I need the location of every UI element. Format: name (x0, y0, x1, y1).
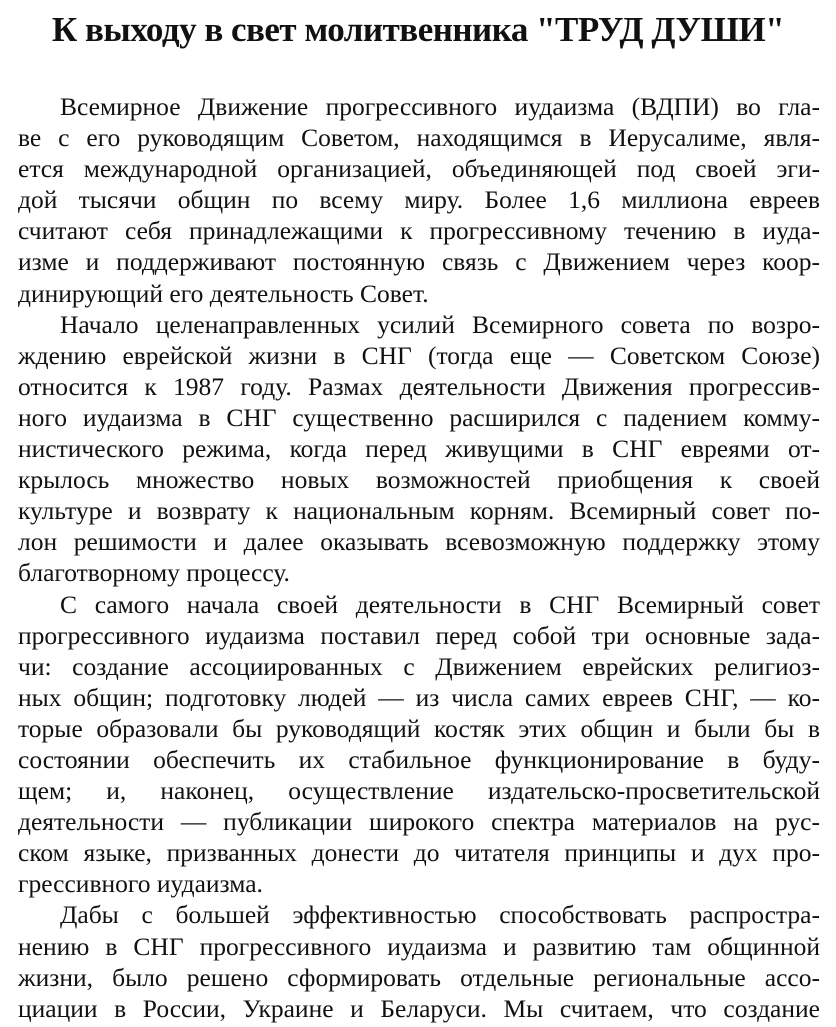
page-title: К выходу в свет молитвенника "ТРУД ДУШИ" (51, 10, 785, 49)
text-line: ве с его руководящим Советом, находящимся в Иерусалиме, явля- (18, 123, 820, 153)
text-line: нению в СНГ прогрессивного иудаизма и развитию там общинной (18, 931, 820, 961)
text-line: изме и поддерживают постоянную связь с Движением через коор- (18, 247, 820, 277)
text-line: крылось множество новых возможностей приобщения к своей (18, 465, 820, 495)
text-line: культуре и возврату к национальным корням. Всемирный совет по- (18, 496, 820, 526)
text-line: прогрессивного иудаизма поставил перед собой три основные зада- (18, 620, 820, 650)
text-line: состоянии обеспечить их стабильное функционирование в буду- (18, 744, 820, 774)
text-line: деятельности — публикации широкого спектра материалов на рус- (18, 807, 820, 837)
paragraph-2 (18, 309, 820, 589)
text-line: ется международной организацией, объединяющей под своей эги- (18, 154, 820, 184)
text-line: считают себя принадлежащими к прогрессивному течению в иуда- (18, 216, 820, 246)
text-line: щем; и, наконец, осуществление издательско-просветительской (18, 776, 820, 806)
text-line: Дабы с большей эффективностью способствовать распростра- (60, 900, 820, 930)
paragraph-4 (18, 899, 820, 1023)
text-line: грессивного иудаизма. (18, 869, 263, 899)
text-line: чи: создание ассоциированных с Движением еврейских религиоз- (18, 651, 820, 681)
text-line: жизни, было решено сформировать отдельные региональные ассо- (18, 962, 820, 992)
paragraph-3 (18, 589, 820, 900)
text-line: нистического режима, когда перед живущими в СНГ евреями от- (18, 434, 820, 464)
text-line: ском языке, призванных донести до читателя принципы и дух про- (18, 838, 820, 868)
text-line: С самого начала своей деятельности в СНГ Всемирный совет (60, 589, 820, 619)
text-line: дой тысячи общин по всему миру. Более 1,6 миллиона евреев (18, 185, 820, 215)
text-line: ного иудаизма в СНГ существенно расширился с падением комму- (18, 402, 820, 432)
text-line: Всемирное Движение прогрессивного иудаизма (ВДПИ) во гла- (60, 92, 820, 121)
text-line: циации в России, Украине и Беларуси. Мы считаем, что создание (18, 993, 820, 1023)
text-line: Начало целенаправленных усилий Всемирного совета по возро- (60, 309, 820, 339)
text-line: ных общин; подготовку людей — из числа самих евреев СНГ, — ко- (18, 682, 820, 712)
text-line: благотворному процессу. (18, 558, 290, 588)
paragraph-1 (18, 91, 820, 309)
text-line: динирующий его деятельность Совет. (18, 278, 429, 308)
text-line: относится к 1987 году. Размах деятельности Движения прогрессив- (18, 371, 820, 401)
text-line: лон решимости и далее оказывать всевозможную поддержку этому (18, 527, 820, 557)
article-body (18, 91, 820, 1024)
text-line: торые образовали бы руководящий костяк этих общин и были бы в (18, 713, 820, 743)
text-line: ждению еврейской жизни в СНГ (тогда еще — Советском Союзе) (18, 340, 820, 370)
